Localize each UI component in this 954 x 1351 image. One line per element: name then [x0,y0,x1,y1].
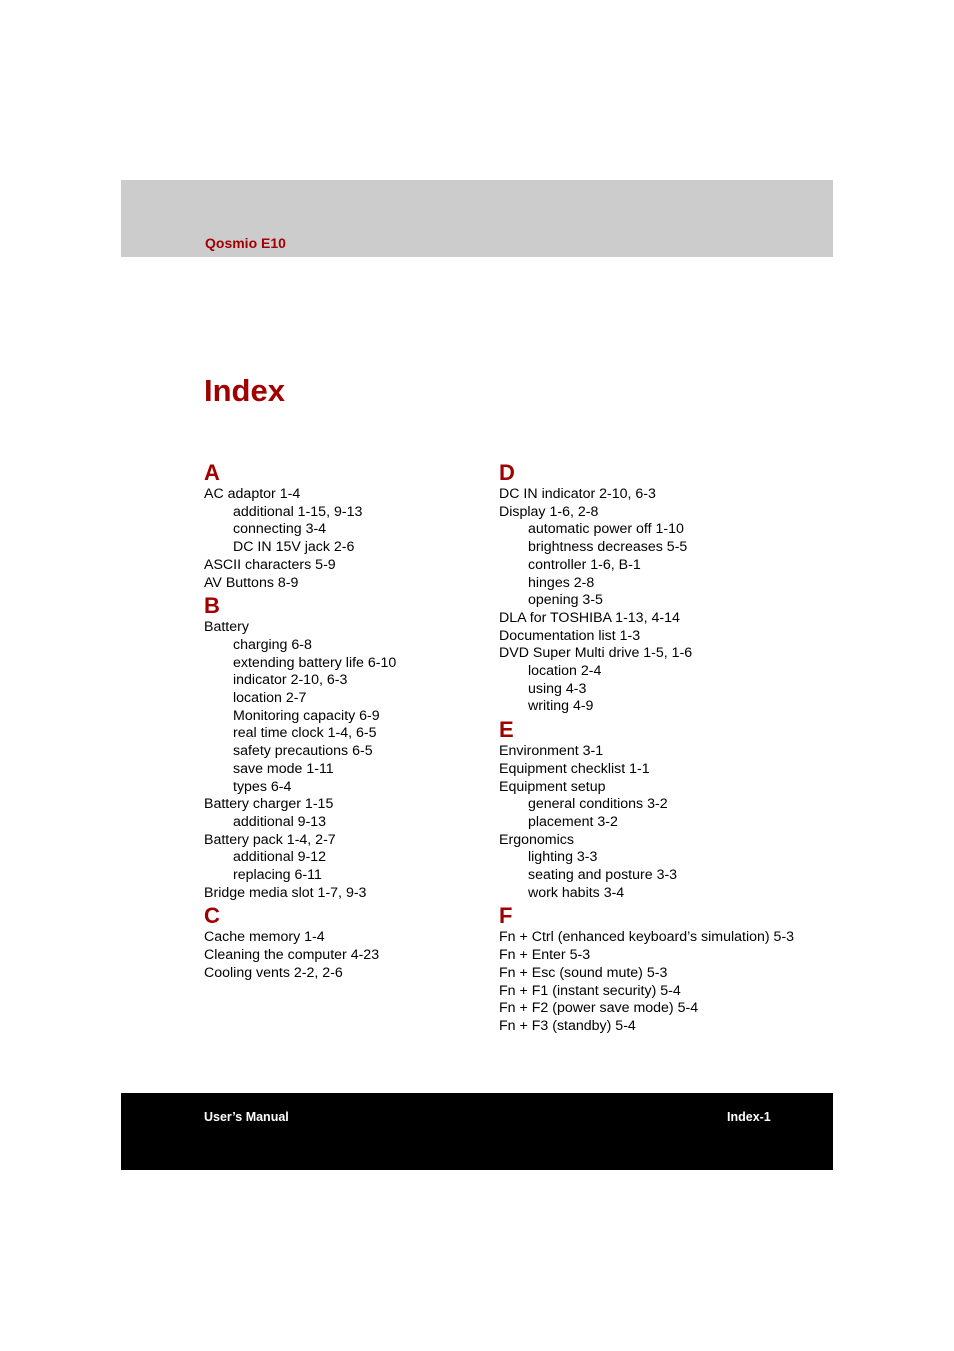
footer-manual-name: User’s Manual [204,1110,289,1124]
index-entry: Ergonomics [499,831,574,848]
index-entry: Fn + F2 (power save mode) 5-4 [499,1000,699,1017]
index-subentry: DC IN 15V jack 2-6 [233,539,355,556]
index-subentry: connecting 3-4 [233,521,327,538]
index-entry: Battery charger 1-15 [204,796,334,813]
page-title: Index [204,373,285,408]
index-entry: Environment 3-1 [499,743,604,760]
index-entry: Battery [204,619,249,636]
index-subentry: hinges 2-8 [528,574,595,591]
index-letter-b: B [204,593,220,619]
index-entry: Fn + F1 (instant security) 5-4 [499,982,681,999]
index-subentry: additional 9-13 [233,813,327,830]
index-subentry: additional 1-15, 9-13 [233,503,363,520]
index-subentry: safety precautions 6-5 [233,743,373,760]
index-subentry: additional 9-12 [233,849,327,866]
index-subentry: Monitoring capacity 6-9 [233,707,380,724]
index-subentry: brightness decreases 5-5 [528,539,688,556]
index-entry: Cache memory 1-4 [204,929,325,946]
index-subentry: seating and posture 3-3 [528,867,678,884]
index-subentry: save mode 1-11 [233,760,334,777]
index-entry: AV Buttons 8-9 [204,574,299,591]
index-entry: Display 1-6, 2-8 [499,503,599,520]
index-entry: Cleaning the computer 4-23 [204,947,380,964]
index-letter-f: F [499,903,513,929]
index-subentry: extending battery life 6-10 [233,654,397,671]
index-letter-e: E [499,717,514,743]
index-subentry: general conditions 3-2 [528,796,668,813]
index-entry: ASCII characters 5-9 [204,556,336,573]
index-subentry: work habits 3-4 [528,884,625,901]
index-entry: Equipment setup [499,778,606,795]
index-entry: Fn + Ctrl (enhanced keyboard’s simulation) 5-3 [499,929,795,946]
index-entry: DVD Super Multi drive 1-5, 1-6 [499,645,693,662]
index-entry: Fn + Enter 5-3 [499,947,591,964]
index-subentry: writing 4-9 [528,698,594,715]
index-subentry: lighting 3-3 [528,849,598,866]
index-subentry: types 6-4 [233,778,292,795]
index-entry: Fn + Esc (sound mute) 5-3 [499,964,668,981]
footer-page-number: Index-1 [727,1110,771,1124]
index-entry: Equipment checklist 1-1 [499,760,650,777]
index-column-right [499,459,799,1036]
index-letter-c: C [204,903,220,929]
index-subentry: real time clock 1-4, 6-5 [233,725,377,742]
index-subentry: replacing 6-11 [233,867,322,884]
index-entry: Documentation list 1-3 [499,627,641,644]
index-subentry: location 2-7 [233,690,307,707]
index-subentry: placement 3-2 [528,813,618,830]
index-entry: Battery pack 1-4, 2-7 [204,831,336,848]
index-entry: Cooling vents 2-2, 2-6 [204,964,343,981]
footer-band [121,1093,833,1170]
index-entry: DLA for TOSHIBA 1-13, 4-14 [499,609,680,626]
index-letter-a: A [204,460,220,485]
index-letter-d: D [499,460,515,485]
index-subentry: automatic power off 1-10 [528,521,684,538]
index-entry: DC IN indicator 2-10, 6-3 [499,486,656,502]
index-subentry: location 2-4 [528,663,602,680]
index-column-left [204,459,474,983]
product-name: Qosmio E10 [205,235,286,251]
index-entry: Fn + F3 (standby) 5-4 [499,1017,636,1034]
index-subentry: opening 3-5 [528,592,603,609]
index-entry: AC adaptor 1-4 [204,486,301,502]
index-subentry: using 4-3 [528,680,587,697]
index-subentry: indicator 2-10, 6-3 [233,672,348,689]
index-subentry: controller 1-6, B-1 [528,556,641,573]
index-subentry: charging 6-8 [233,636,312,653]
index-entry: Bridge media slot 1-7, 9-3 [204,884,367,901]
